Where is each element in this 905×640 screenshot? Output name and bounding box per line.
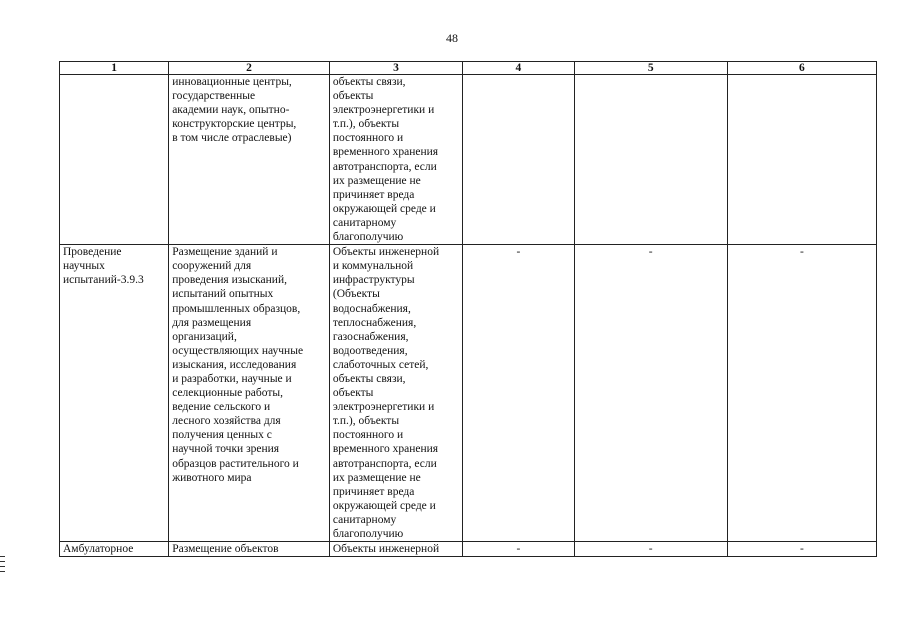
scan-margin-marks [0,556,5,586]
row-1-use-name [60,75,169,245]
row-3-col-4: - [463,542,574,557]
row-3-col-5: - [574,542,727,557]
row-1-permitted-objects: объекты связи, объекты электроэнергетики и т.п.), объекты постоянного и временного хранения автотранспорта, если их размещение не причиняет вреда окружающей среде и санитарному благополучию [329,75,462,245]
row-1-col-5 [574,75,727,245]
row-2-col-4: - [463,245,574,542]
header-col-6: 6 [727,62,876,75]
row-2-permitted-objects: Объекты инженерной и коммунальной инфраструктуры (Объекты водоснабжения, теплоснабжения, газоснабжения, водоотведения, слаботочных сетей, объекты связи, объекты электроэнергетики и т.п.), объекты постоянного и временного хранения автотранспорта, если их размещение не причиняет вреда окружающей среде и санитарному благополучию [329,245,462,542]
row-3-permitted-objects: Объекты инженерной [329,542,462,557]
table-row [60,542,877,557]
row-2-description: Размещение зданий и сооружений для проведения изысканий, испытаний опытных промышленных образцов, для размещения организаций, осуществляющих научные изыскания, исследования и разработки, научные и селекционные работы, ведение сельского и лесного хозяйства для получения ценных с научной точки зрения образцов растительного и животного мира [169,245,330,542]
row-1-col-6 [727,75,876,245]
header-col-1: 1 [60,62,169,75]
header-row [60,62,877,75]
row-1-description: инновационные центры, государственные академии наук, опытно- конструкторские центры, в том числе отраслевые) [169,75,330,245]
land-use-table [59,61,877,557]
row-3-use-name: Амбулаторное [60,542,169,557]
row-3-description: Размещение объектов [169,542,330,557]
row-2-col-6: - [727,245,876,542]
row-3-col-6: - [727,542,876,557]
header-col-4: 4 [463,62,574,75]
page-number: 48 [446,31,458,45]
table-row [60,75,877,245]
row-2-use-name: Проведение научных испытаний-3.9.3 [60,245,169,542]
table-row [60,245,877,542]
row-2-col-5: - [574,245,727,542]
row-1-col-4 [463,75,574,245]
header-col-2: 2 [169,62,330,75]
header-col-3: 3 [329,62,462,75]
header-col-5: 5 [574,62,727,75]
